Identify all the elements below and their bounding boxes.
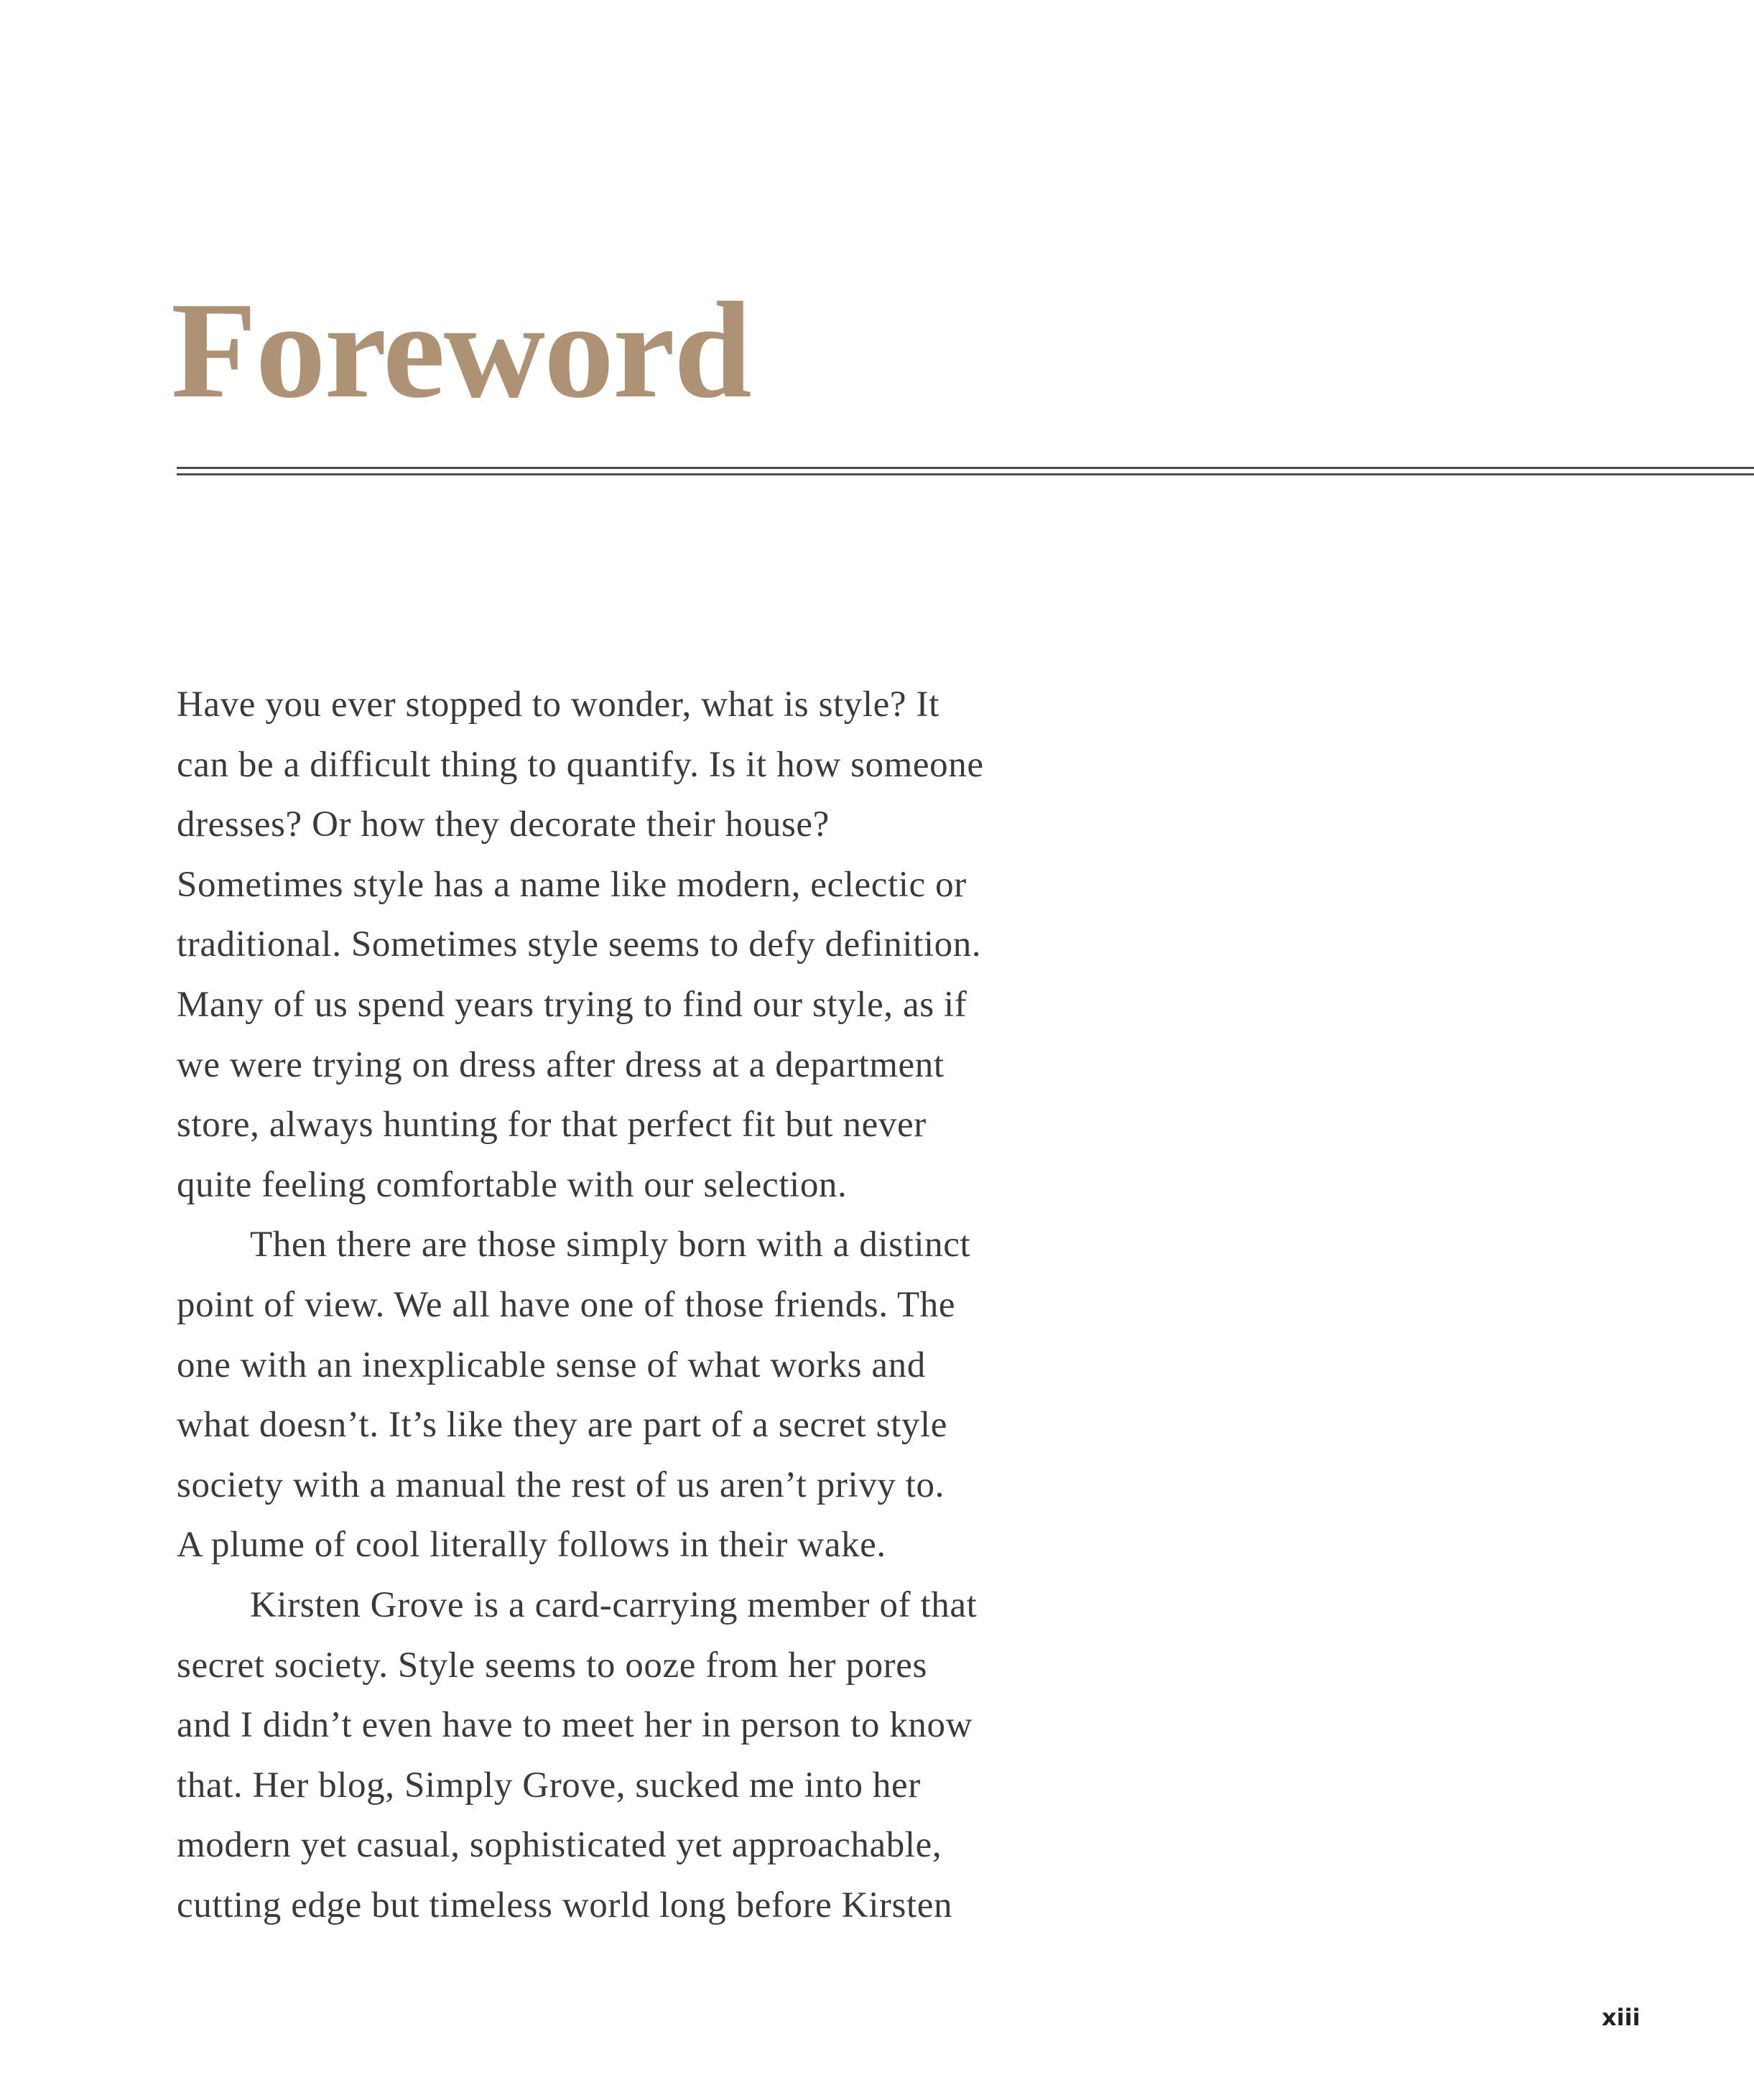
- text-line: that. Her blog, Simply Grove, sucked me into her: [177, 1765, 921, 1806]
- title-rule-bottom: [177, 473, 1754, 475]
- text-line: what doesn’t. It’s like they are part of a secret style: [177, 1405, 947, 1446]
- text-line: secret society. Style seems to ooze from her pores: [177, 1645, 927, 1686]
- page-title: Foreword: [171, 274, 751, 427]
- text-line: A plume of cool literally follows in their wake.: [177, 1525, 886, 1566]
- text-line: society with a manual the rest of us aren’t privy to.: [177, 1464, 945, 1505]
- page-number: xiii: [1602, 2004, 1641, 2031]
- text-line: Have you ever stopped to wonder, what is style? It: [177, 684, 939, 725]
- text-line: Kirsten Grove is a card-carrying member of that: [250, 1584, 978, 1625]
- title-rule-top: [177, 467, 1754, 469]
- text-line: store, always hunting for that perfect fit but never: [177, 1105, 927, 1146]
- text-line: and I didn’t even have to meet her in person to know: [177, 1705, 973, 1746]
- text-line: can be a difficult thing to quantify. Is it how someone: [177, 744, 984, 785]
- text-line: quite feeling comfortable with our selection.: [177, 1164, 848, 1205]
- text-line: Sometimes style has a name like modern, eclectic or: [177, 864, 967, 905]
- foreword-body: [177, 675, 1182, 1936]
- text-line: traditional. Sometimes style seems to defy definition.: [177, 924, 982, 965]
- text-line: one with an inexplicable sense of what works and: [177, 1344, 926, 1385]
- text-line: point of view. We all have one of those friends. The: [177, 1284, 956, 1325]
- text-line: Many of us spend years trying to find our style, as if: [177, 984, 968, 1025]
- text-line: modern yet casual, sophisticated yet approachable,: [177, 1825, 942, 1866]
- text-line: cutting edge but timeless world long before Kirsten: [177, 1885, 953, 1925]
- text-line: dresses? Or how they decorate their house?: [177, 804, 830, 845]
- text-line: we were trying on dress after dress at a department: [177, 1044, 945, 1085]
- text-line: Then there are those simply born with a distinct: [250, 1225, 971, 1265]
